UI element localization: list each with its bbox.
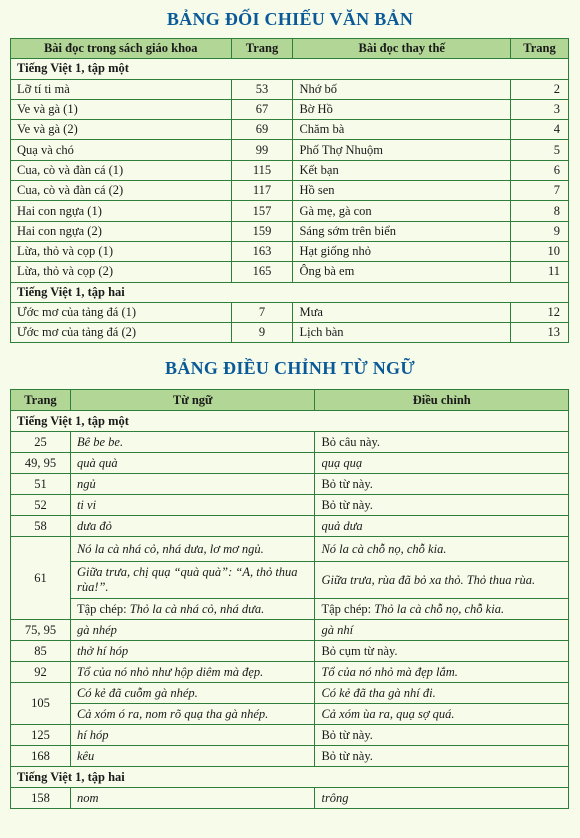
table-row [11, 537, 569, 562]
table-row [11, 746, 569, 767]
replacement-page: 5 [511, 140, 569, 160]
replacement-page: 8 [511, 201, 569, 221]
section-row [11, 59, 569, 79]
section-label: Tiếng Việt 1, tập hai [11, 282, 569, 302]
fix-cell: quạ quạ [315, 453, 569, 474]
replacement-page: 2 [511, 79, 569, 99]
page-cell: 61 [11, 537, 71, 620]
replacement-page: 7 [511, 181, 569, 201]
table-row [11, 683, 569, 704]
table-row [11, 241, 569, 261]
table-row [11, 201, 569, 221]
section-label: Tiếng Việt 1, tập một [11, 59, 569, 79]
page-cell: 105 [11, 683, 71, 725]
table-row [11, 516, 569, 537]
table-row [11, 562, 569, 599]
textbook-page: 67 [231, 99, 293, 119]
textbook-reading: Ước mơ của tảng đá (1) [11, 302, 232, 322]
textbook-reading: Hai con ngựa (1) [11, 201, 232, 221]
fix-cell [315, 599, 569, 620]
textbook-reading: Lừa, thỏ và cọp (1) [11, 241, 232, 261]
table-row [11, 181, 569, 201]
word-cell: thở hí hóp [70, 641, 315, 662]
header-page: Trang [11, 390, 71, 411]
word-cell: Nó la cà nhá cỏ, nhá dưa, lơ mơ ngủ. [70, 537, 315, 562]
fix-cell: Bỏ câu này. [315, 432, 569, 453]
table-row [11, 160, 569, 180]
replacement-page: 6 [511, 160, 569, 180]
header-textbook-reading: Bài đọc trong sách giáo khoa [11, 39, 232, 59]
replacement-reading: Mưa [293, 302, 511, 322]
replacement-reading: Hồ sen [293, 181, 511, 201]
fix-cell: trông [315, 788, 569, 809]
replacement-reading: Lịch bàn [293, 323, 511, 343]
word-cell: Bê be be. [70, 432, 315, 453]
replacement-reading: Hạt giống nhỏ [293, 241, 511, 261]
page-cell: 52 [11, 495, 71, 516]
replacement-reading: Chăm bà [293, 120, 511, 140]
textbook-page: 7 [231, 302, 293, 322]
section-row [11, 282, 569, 302]
replacement-reading: Phố Thợ Nhuộm [293, 140, 511, 160]
textbook-page: 53 [231, 79, 293, 99]
word-cell: nom [70, 788, 315, 809]
word-cell: Giữa trưa, chị quạ “quà quà”: “A, thỏ thua rùa!”. [70, 562, 315, 599]
page-cell: 85 [11, 641, 71, 662]
table-row [11, 120, 569, 140]
textbook-page: 115 [231, 160, 293, 180]
comparison-table [10, 38, 569, 343]
adjustment-table [10, 389, 569, 809]
table-row [11, 221, 569, 241]
word-cell [70, 599, 315, 620]
fix-cell: Bỏ từ này. [315, 495, 569, 516]
table-row [11, 474, 569, 495]
textbook-reading: Lừa, thỏ và cọp (2) [11, 262, 232, 282]
table-row [11, 453, 569, 474]
table-row [11, 495, 569, 516]
textbook-reading: Hai con ngựa (2) [11, 221, 232, 241]
textbook-page: 117 [231, 181, 293, 201]
copy-text: Thỏ la cà chỗ nọ, chỗ kia. [374, 601, 505, 616]
table-row [11, 641, 569, 662]
textbook-page: 9 [231, 323, 293, 343]
fix-cell: Giữa trưa, rùa đã bỏ xa thỏ. Thỏ thua rùa. [315, 562, 569, 599]
table-row [11, 323, 569, 343]
word-cell: quà quà [70, 453, 315, 474]
header-replacement-reading: Bài đọc thay thế [293, 39, 511, 59]
fix-cell: Có kẻ đã tha gà nhí đi. [315, 683, 569, 704]
fix-cell: Cả xóm ùa ra, quạ sợ quá. [315, 704, 569, 725]
copy-label: Tập chép: [321, 601, 375, 616]
word-cell: Tổ của nó nhỏ như hộp diêm mà đẹp. [70, 662, 315, 683]
textbook-reading: Cua, cò và đàn cá (2) [11, 181, 232, 201]
textbook-page: 69 [231, 120, 293, 140]
replacement-reading: Nhớ bố [293, 79, 511, 99]
table-row [11, 302, 569, 322]
table-row [11, 662, 569, 683]
header-word: Từ ngữ [70, 390, 315, 411]
word-cell: kêu [70, 746, 315, 767]
fix-cell: Bỏ cụm từ này. [315, 641, 569, 662]
replacement-page: 12 [511, 302, 569, 322]
replacement-reading: Bờ Hồ [293, 99, 511, 119]
table-row [11, 140, 569, 160]
textbook-page: 99 [231, 140, 293, 160]
page-cell: 58 [11, 516, 71, 537]
table-row [11, 79, 569, 99]
page-cell: 125 [11, 725, 71, 746]
page-cell: 49, 95 [11, 453, 71, 474]
textbook-reading: Lỡ tí ti mà [11, 79, 232, 99]
section-row [11, 411, 569, 432]
page-cell: 158 [11, 788, 71, 809]
replacement-reading: Ông bà em [293, 262, 511, 282]
table-row [11, 788, 569, 809]
table-row [11, 599, 569, 620]
table-row [11, 704, 569, 725]
word-cell: dưa đỏ [70, 516, 315, 537]
header-adjustment: Điều chỉnh [315, 390, 569, 411]
table2-header-row [11, 390, 569, 411]
replacement-page: 10 [511, 241, 569, 261]
fix-cell: Nó la cà chỗ nọ, chỗ kia. [315, 537, 569, 562]
textbook-page: 157 [231, 201, 293, 221]
replacement-reading: Kết bạn [293, 160, 511, 180]
textbook-page: 163 [231, 241, 293, 261]
replacement-page: 11 [511, 262, 569, 282]
table-row [11, 432, 569, 453]
page-cell: 25 [11, 432, 71, 453]
section-label: Tiếng Việt 1, tập một [11, 411, 569, 432]
word-cell: ti vi [70, 495, 315, 516]
replacement-page: 9 [511, 221, 569, 241]
replacement-page: 4 [511, 120, 569, 140]
word-cell: Cả xóm ó ra, nom rõ quạ tha gà nhép. [70, 704, 315, 725]
table-row [11, 725, 569, 746]
textbook-page: 159 [231, 221, 293, 241]
page-cell: 75, 95 [11, 620, 71, 641]
table2-title: BẢNG ĐIỀU CHỈNH TỪ NGỮ [165, 358, 415, 378]
header-page: Trang [231, 39, 293, 59]
table-row [11, 620, 569, 641]
textbook-reading: Ve và gà (1) [11, 99, 232, 119]
textbook-page: 165 [231, 262, 293, 282]
replacement-page: 3 [511, 99, 569, 119]
fix-cell: quả dưa [315, 516, 569, 537]
replacement-reading: Gà mẹ, gà con [293, 201, 511, 221]
word-cell: hí hóp [70, 725, 315, 746]
fix-cell: Tổ của nó nhỏ mà đẹp lắm. [315, 662, 569, 683]
word-cell: gà nhép [70, 620, 315, 641]
replacement-reading: Sáng sớm trên biển [293, 221, 511, 241]
section-label: Tiếng Việt 1, tập hai [11, 767, 569, 788]
page-cell: 51 [11, 474, 71, 495]
replacement-page: 13 [511, 323, 569, 343]
table-row [11, 99, 569, 119]
textbook-reading: Ước mơ của tảng đá (2) [11, 323, 232, 343]
table-row [11, 262, 569, 282]
word-cell: Có kẻ đã cuỗm gà nhép. [70, 683, 315, 704]
page-cell: 168 [11, 746, 71, 767]
word-cell: ngủ [70, 474, 315, 495]
table1-title: BẢNG ĐỐI CHIẾU VĂN BẢN [166, 9, 414, 29]
fix-cell: Bỏ từ này. [315, 746, 569, 767]
fix-cell: Bỏ từ này. [315, 474, 569, 495]
copy-label: Tập chép: [76, 601, 130, 616]
fix-cell: Bỏ từ này. [315, 725, 569, 746]
table1-header-row [11, 39, 569, 59]
textbook-reading: Quạ và chó [11, 140, 232, 160]
header-page: Trang [511, 39, 569, 59]
fix-cell: gà nhí [315, 620, 569, 641]
page-cell: 92 [11, 662, 71, 683]
copy-text: Thỏ la cà nhá cỏ, nhá dưa. [129, 601, 265, 616]
section-row [11, 767, 569, 788]
textbook-reading: Cua, cò và đàn cá (1) [11, 160, 232, 180]
textbook-reading: Ve và gà (2) [11, 120, 232, 140]
